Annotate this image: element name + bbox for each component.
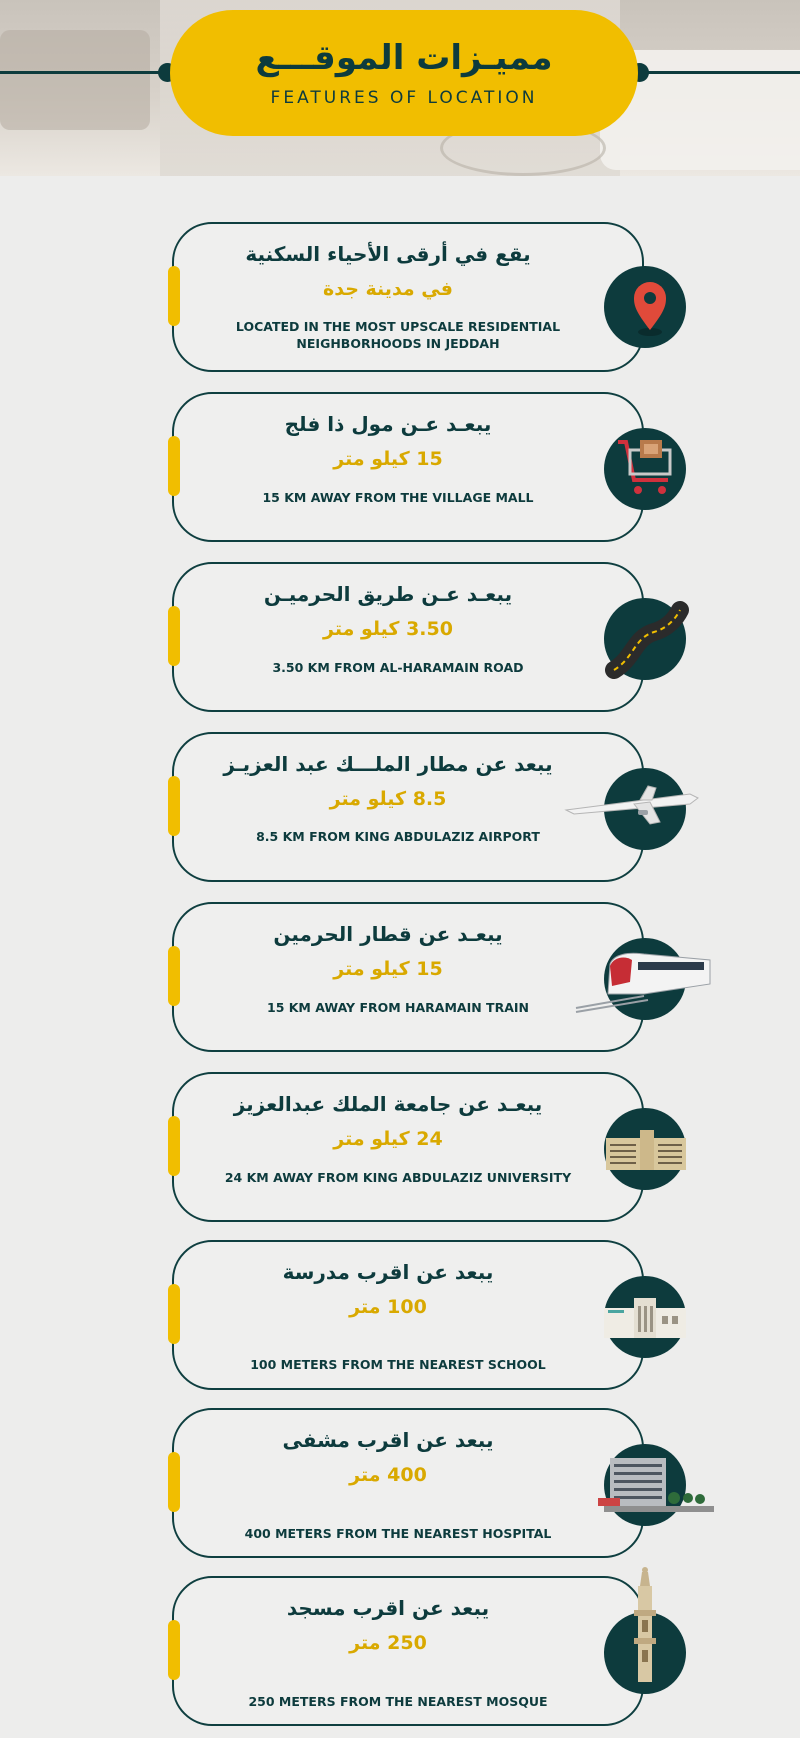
hospital-icon [604,1444,686,1526]
feature-desc-en: 3.50 KM FROM AL-HARAMAIN ROAD [272,660,524,675]
feature-card [172,1576,644,1726]
header-title-ar: مميـزات الموقـــع [255,38,553,78]
feature-value-ar: 400 متر [349,1464,427,1486]
header-pill [170,10,638,136]
feature-card [172,732,644,882]
feature-card [172,902,644,1052]
feature-desc-en: 400 METERS FROM THE NEAREST HOSPITAL [244,1526,552,1541]
accent-bar [168,946,180,1006]
feature-value-ar: 24 كيلو متر [333,1128,443,1150]
feature-title-ar: يبعـد عن قطار الحرمين [273,922,503,946]
feature-title-ar: يبعد عن مطار الملـــك عبد العزيـز [223,752,553,776]
shopping-cart-icon [604,428,686,510]
feature-card [172,392,644,542]
feature-desc-en: 24 KM AWAY FROM KING ABDULAZIZ UNIVERSITY [224,1170,572,1185]
feature-title-ar: يبعـد عـن مول ذا فلج [284,412,492,436]
header-title-en: FEATURES OF LOCATION [270,88,538,108]
airplane-icon [604,768,686,850]
feature-value-ar: 15 كيلو متر [333,448,443,470]
feature-card [172,1408,644,1558]
feature-title-ar: يبعد عن اقرب مدرسة [282,1260,494,1284]
feature-value-ar: 250 متر [349,1632,427,1654]
feature-value-ar: في مدينة جدة [323,278,453,300]
accent-bar [168,266,180,326]
accent-bar [168,436,180,496]
feature-value-ar: 3.50 كيلو متر [323,618,453,640]
train-icon [604,938,686,1020]
feature-value-ar: 8.5 كيلو متر [329,788,447,810]
accent-bar [168,1452,180,1512]
feature-desc-en: LOCATED IN THE MOST UPSCALE RESIDENTIAL NEIGHBORHOODS IN JEDDAH [235,319,561,351]
feature-card [172,1072,644,1222]
feature-value-ar: 15 كيلو متر [333,958,443,980]
location-pin-icon [604,266,686,348]
feature-title-ar: يقع في أرقى الأحياء السكنية [245,242,531,266]
school-icon [604,1276,686,1358]
accent-bar [168,1284,180,1344]
feature-desc-en: 15 KM AWAY FROM HARAMAIN TRAIN [267,1000,529,1015]
accent-bar [168,1620,180,1680]
feature-title-ar: يبعـد عـن طريق الحرميـن [263,582,513,606]
feature-title-ar: يبعد عن اقرب مشفى [282,1428,494,1452]
feature-card [172,562,644,712]
feature-value-ar: 100 متر [349,1296,427,1318]
accent-bar [168,1116,180,1176]
header-line-right [636,71,800,74]
chair-shape [0,30,150,130]
feature-desc-en: 100 METERS FROM THE NEAREST SCHOOL [250,1357,546,1372]
feature-desc-en: 8.5 KM FROM KING ABDULAZIZ AIRPORT [256,829,540,844]
feature-title-ar: يبعد عن اقرب مسجد [286,1596,490,1620]
accent-bar [168,606,180,666]
mosque-icon [604,1612,686,1694]
header-line-left [0,71,172,74]
accent-bar [168,776,180,836]
road-icon [604,598,686,680]
feature-title-ar: يبعـد عن جامعة الملك عبدالعزيز [233,1092,543,1116]
feature-desc-en: 15 KM AWAY FROM THE VILLAGE MALL [262,490,534,505]
feature-card [172,1240,644,1390]
feature-desc-en: 250 METERS FROM THE NEAREST MOSQUE [248,1694,548,1709]
feature-card [172,222,644,372]
university-icon [604,1108,686,1190]
